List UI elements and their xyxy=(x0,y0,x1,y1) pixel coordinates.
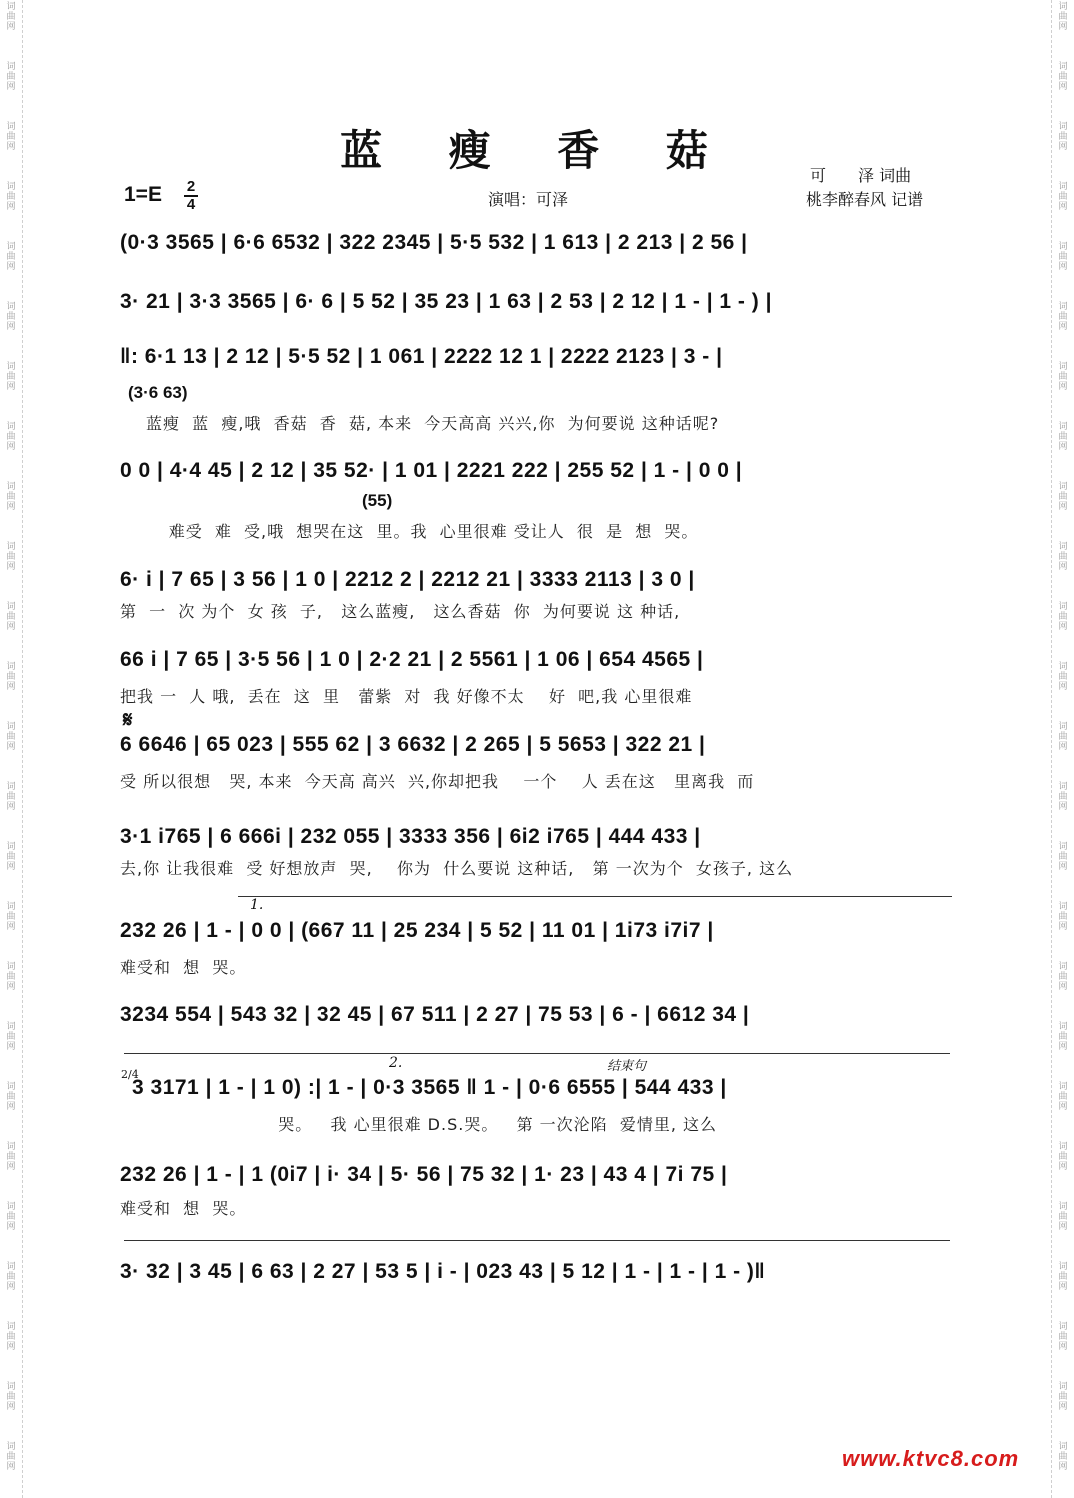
side-watermark-text: 词曲网 xyxy=(1058,182,1068,212)
volta-1-bracket xyxy=(238,896,952,897)
side-watermark-text: 词曲网 xyxy=(1058,1022,1068,1052)
time-signature-top: 2 xyxy=(186,178,196,195)
volta-2-label: 2. xyxy=(389,1055,403,1071)
right-watermark-strip xyxy=(1051,0,1074,1498)
side-watermark-text: 词曲网 xyxy=(1058,1082,1068,1112)
score-line-7: 6 6646 | 65 023 | 555 62 | 3 6632 | 2 265 | 5 5653 | 322 21 | xyxy=(120,733,706,756)
side-watermark-text: 词曲网 xyxy=(6,602,16,632)
score-line-9: 232 26 | 1 - | 0 0 | (667 11 | 25 234 | 5 52 | 11 01 | 1i73 i7i7 | xyxy=(120,919,714,942)
composer-credit: 可 泽 词曲 xyxy=(810,166,912,185)
side-watermark-text: 词曲网 xyxy=(1058,1382,1068,1412)
key-signature: 1=E xyxy=(124,183,162,206)
side-watermark-text: 词曲网 xyxy=(6,842,16,872)
side-watermark-text: 词曲网 xyxy=(1058,602,1068,632)
side-watermark-text: 词曲网 xyxy=(1058,2,1068,32)
side-watermark-text: 词曲网 xyxy=(6,722,16,752)
side-watermark-text: 词曲网 xyxy=(6,122,16,152)
side-watermark-text: 词曲网 xyxy=(6,962,16,992)
side-watermark-text: 词曲网 xyxy=(1058,122,1068,152)
side-watermark-text: 词曲网 xyxy=(1058,1202,1068,1232)
score-line-2: 3· 21 | 3·3 3565 | 6· 6 | 5 52 | 35 23 | 1 63 | 2 53 | 2 12 | 1 - | 1 - ) | xyxy=(120,290,772,313)
score-line-13: 3· 32 | 3 45 | 6 63 | 2 27 | 53 5 | i - | 023 43 | 5 12 | 1 - | 1 - | 1 - )‖ xyxy=(120,1260,766,1283)
lyrics-line-8: 去,你 让我很难 受 好想放声 哭, 你为 什么要说 这种话, 第 一次为个 女孩子, 这么 xyxy=(120,859,794,878)
left-watermark-strip xyxy=(0,0,23,1498)
side-watermark-text: 词曲网 xyxy=(6,662,16,692)
side-watermark-text: 词曲网 xyxy=(1058,62,1068,92)
side-watermark-text: 词曲网 xyxy=(6,1322,16,1352)
lyrics-line-7: 受 所以很想 哭, 本来 今天高 高兴 兴,你却把我 一个 人 丢在这 里离我 而 xyxy=(120,772,755,791)
score-line-10: 3234 554 | 543 32 | 32 45 | 67 511 | 2 27 | 75 53 | 6 - | 6612 34 | xyxy=(120,1003,750,1026)
side-watermark-text: 词曲网 xyxy=(6,1262,16,1292)
side-watermark-text: 词曲网 xyxy=(6,1022,16,1052)
side-watermark-text: 词曲网 xyxy=(1058,782,1068,812)
side-watermark-text: 词曲网 xyxy=(1058,1262,1068,1292)
side-watermark-text: 词曲网 xyxy=(6,1142,16,1172)
side-watermark-text: 词曲网 xyxy=(6,542,16,572)
side-watermark-text: 词曲网 xyxy=(1058,962,1068,992)
lyrics-line-6: 把我 一 人 哦, 丢在 这 里 蕾紫 对 我 好像不太 好 吧,我 心里很难 xyxy=(120,687,693,706)
volta-1-label: 1. xyxy=(250,897,264,913)
final-system-rule xyxy=(124,1240,950,1241)
side-watermark-text: 词曲网 xyxy=(6,182,16,212)
coda-label: 结束句 xyxy=(607,1059,647,1074)
transcriber-credit: 桃李醉春风 记谱 xyxy=(806,190,924,209)
side-watermark-text: 词曲网 xyxy=(1058,722,1068,752)
score-line-4: 0 0 | 4·4 45 | 2 12 | 35 52· | 1 01 | 2221 222 | 255 52 | 1 - | 0 0 | xyxy=(120,459,743,482)
side-watermark-text: 词曲网 xyxy=(6,422,16,452)
segno-sign: 𝄋 xyxy=(123,708,133,733)
side-watermark-text: 词曲网 xyxy=(6,902,16,932)
side-watermark-text: 词曲网 xyxy=(1058,362,1068,392)
side-watermark-text: 词曲网 xyxy=(1058,542,1068,572)
bar-alternate-notes: (55) xyxy=(362,491,393,510)
lyrics-line-9: 难受和 想 哭。 xyxy=(120,958,247,977)
score-line-1: (0·3 3565 | 6·6 6532 | 322 2345 | 5·5 532 | 1 613 | 2 213 | 2 56 | xyxy=(120,231,748,254)
side-watermark-text: 词曲网 xyxy=(6,2,16,32)
lyrics-line-11: 哭。 我 心里很难 D.S.哭。 第 一次沦陷 爱情里, 这么 xyxy=(120,1115,718,1134)
side-watermark-text: 词曲网 xyxy=(1058,482,1068,512)
score-line-12: 232 26 | 1 - | 1 (0i7 | i· 34 | 5· 56 | 75 32 | 1· 23 | 43 4 | 7i 75 | xyxy=(120,1163,728,1186)
coda-bracket xyxy=(124,1053,950,1054)
singer-credit: 演唱：可泽 xyxy=(488,190,569,209)
lyrics-line-3: 蓝瘦 蓝 瘦,哦 香菇 香 菇, 本来 今天高高 兴兴,你 为何要说 这种话呢? xyxy=(146,414,720,433)
side-watermark-text: 词曲网 xyxy=(6,482,16,512)
side-watermark-text: 词曲网 xyxy=(1058,902,1068,932)
score-line-6: 66 i | 7 65 | 3·5 56 | 1 0 | 2·2 21 | 2 5561 | 1 06 | 654 4565 | xyxy=(120,648,704,671)
side-watermark-text: 词曲网 xyxy=(6,782,16,812)
side-watermark-text: 词曲网 xyxy=(1058,242,1068,272)
lyrics-line-4: 难受 难 受,哦 想哭在这 里。我 心里很难 受让人 很 是 想 哭。 xyxy=(120,522,699,541)
side-watermark-text: 词曲网 xyxy=(6,1082,16,1112)
score-line-8: 3·1 i765 | 6 666i | 232 055 | 3333 356 | 6i2 i765 | 444 433 | xyxy=(120,825,701,848)
side-watermark-text: 词曲网 xyxy=(6,302,16,332)
side-watermark-text: 词曲网 xyxy=(6,62,16,92)
time-signature xyxy=(184,180,198,212)
lyrics-line-12: 难受和 想 哭。 xyxy=(120,1199,247,1218)
coda-time-signature: 2/4 xyxy=(121,1068,139,1081)
score-line-5: 6· i | 7 65 | 3 56 | 1 0 | 2212 2 | 2212 21 | 3333 2113 | 3 0 | xyxy=(120,568,695,591)
lyrics-line-5: 第 一 次 为个 女 孩 子, 这么蓝瘦, 这么香菇 你 为何要说 这 种话, xyxy=(120,602,681,621)
side-watermark-text: 词曲网 xyxy=(1058,1442,1068,1472)
side-watermark-text: 词曲网 xyxy=(6,1382,16,1412)
score-line-11: 3 3171 | 1 - | 1 0) :| 1 - | 0·3 3565 ‖ 1 - | 0·6 6555 | 544 433 | xyxy=(132,1076,727,1099)
side-watermark-text: 词曲网 xyxy=(1058,1142,1068,1172)
score-line-3: ‖: 6·1 13 | 2 12 | 5·5 52 | 1 061 | 2222 12 1 | 2222 2123 | 3 - | xyxy=(120,345,723,368)
website-watermark: www.ktvc8.com xyxy=(842,1446,1020,1471)
side-watermark-text: 词曲网 xyxy=(1058,1322,1068,1352)
side-watermark-text: 词曲网 xyxy=(6,1442,16,1472)
side-watermark-text: 词曲网 xyxy=(6,362,16,392)
intro-alternate-notes: (3·6 63) xyxy=(128,383,188,402)
time-signature-bottom: 4 xyxy=(186,196,196,213)
side-watermark-text: 词曲网 xyxy=(1058,422,1068,452)
side-watermark-text: 词曲网 xyxy=(1058,302,1068,332)
song-title: 蓝 瘦 香 菇 xyxy=(340,126,734,175)
side-watermark-text: 词曲网 xyxy=(6,1202,16,1232)
side-watermark-text: 词曲网 xyxy=(6,242,16,272)
side-watermark-text: 词曲网 xyxy=(1058,842,1068,872)
side-watermark-text: 词曲网 xyxy=(1058,662,1068,692)
